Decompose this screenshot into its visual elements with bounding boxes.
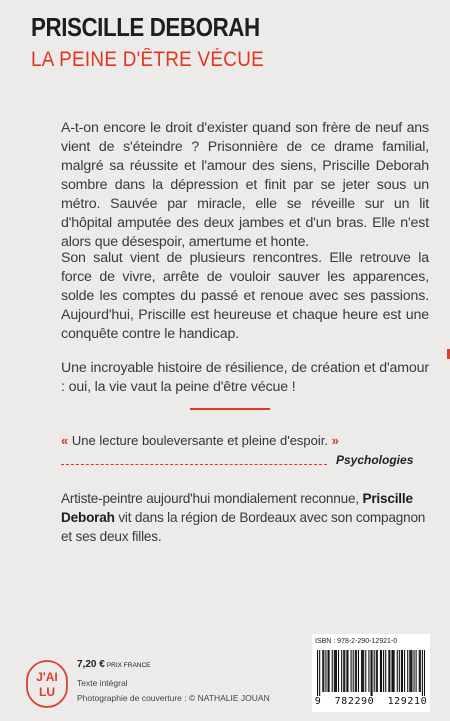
barcode-bar xyxy=(383,650,384,692)
barcode-bar xyxy=(397,650,398,692)
barcode-bar xyxy=(356,650,357,692)
barcode-bar xyxy=(336,650,337,692)
barcode-bar xyxy=(323,650,324,692)
barcode-bar xyxy=(322,650,323,692)
barcode-bar xyxy=(319,650,320,696)
text-type: Texte intégral xyxy=(77,678,128,688)
review-source: Psychologies xyxy=(336,453,414,467)
barcode-bar xyxy=(413,650,414,692)
barcode-bar xyxy=(402,650,403,692)
barcode-bar xyxy=(401,650,402,692)
barcode-bar xyxy=(424,650,425,696)
author-bio-tail: vit dans la région de Bordeaux avec son compagnon et ses deux filles. xyxy=(61,510,426,544)
quote-open-mark: « xyxy=(61,433,69,448)
barcode-panel xyxy=(312,634,430,712)
barcode-bar xyxy=(377,650,378,692)
blurb-paragraph-2: Son salut vient de plusieurs rencontres. Elle retrouve la force de vivre, arrête de vouloir sauver les apparences, solde les comptes du passé et renoue avec ses passions. Aujourd'hui, Priscille est heureuse et chaque heure est une conquête contre le handicap. xyxy=(61,250,429,342)
barcode-bar xyxy=(420,650,421,692)
barcode-bar xyxy=(389,650,390,692)
barcode-bar xyxy=(334,650,335,692)
barcode-bar xyxy=(422,650,423,696)
barcode-bar xyxy=(361,650,362,692)
barcode-bar xyxy=(346,650,347,692)
barcode-bar xyxy=(380,650,381,692)
logo-line-2: LU xyxy=(39,685,55,699)
barcode-bar xyxy=(347,650,348,692)
barcode-bar xyxy=(365,650,366,692)
barcode-bar xyxy=(344,650,345,692)
section-divider xyxy=(190,408,270,410)
barcode-bar xyxy=(363,650,364,692)
author-bio-lead: Artiste-peintre aujourd'hui mondialement reconnue, xyxy=(61,491,363,506)
barcode-bar xyxy=(355,650,356,692)
barcode-bar xyxy=(370,650,371,696)
barcode-bar xyxy=(385,650,386,692)
barcode-icon xyxy=(317,650,425,696)
barcode-bar xyxy=(404,650,405,692)
barcode-bar xyxy=(409,650,410,692)
barcode-bar xyxy=(393,650,394,692)
book-author: PRISCILLE DEBORAH xyxy=(31,12,260,42)
blurb-paragraph-1: A-t-on encore le droit d'exister quand son frère de neuf ans vient de s'éteindre ? Prisonnière de ce drame familial, malgré sa réussite et l'amour des siens, Priscille Deborah sombre dans la dépression et finit par se jeter sous un métro. Sauvée par miracle, elle se réveille sur un lit d'hôpital amputée des deux jambes et d'un bras. Elle n'est alors que désespoir, amertume et honte. xyxy=(61,120,429,250)
isbn-label: ISBN : 978-2-290-12921-0 xyxy=(315,638,398,645)
barcode-bar xyxy=(335,650,336,692)
price xyxy=(77,659,151,670)
barcode-bar xyxy=(351,650,352,692)
price-value: 7,20 € xyxy=(77,659,105,670)
review-quote xyxy=(61,433,339,448)
barcode-bar xyxy=(317,650,318,696)
barcode-bar xyxy=(416,650,417,692)
barcode-bar xyxy=(399,650,400,692)
barcode-bar xyxy=(338,650,339,692)
review-quote-text: Une lecture bouleversante et pleine d'espoir. xyxy=(71,433,329,448)
review-dotted-rule xyxy=(61,464,327,465)
barcode-bar xyxy=(368,650,369,692)
jai-lu-logo xyxy=(26,660,68,708)
barcode-bar xyxy=(329,650,330,692)
price-label: PRIX FRANCE xyxy=(106,662,151,669)
barcode-bar xyxy=(353,650,354,692)
blurb-paragraph-3: Une incroyable histoire de résilience, de création et d'amour : oui, la vie vaut la peine d'être vécue ! xyxy=(61,360,429,395)
ean-right-digits: 129210 xyxy=(387,696,428,707)
barcode-bar xyxy=(391,650,392,692)
ean-left-digits: 782290 xyxy=(334,696,375,707)
barcode-bar xyxy=(376,650,377,692)
book-title: LA PEINE D'ÊTRE VÉCUE xyxy=(31,48,265,71)
barcode-bar xyxy=(332,650,333,692)
ean-digits xyxy=(312,696,430,707)
barcode-bar xyxy=(407,650,408,692)
barcode-bar xyxy=(358,650,359,692)
barcode-bar xyxy=(362,650,363,692)
barcode-bar xyxy=(343,650,344,692)
barcode-bar xyxy=(374,650,375,692)
barcode-bar xyxy=(372,650,373,696)
barcode-bar xyxy=(419,650,420,692)
photo-credit: Photographie de couverture : © NATHALIE JOUAN xyxy=(77,693,270,703)
barcode-bar xyxy=(381,650,382,692)
quote-close-mark: » xyxy=(331,433,339,448)
barcode-bar xyxy=(388,650,389,692)
author-bio xyxy=(61,489,429,546)
barcode-bar xyxy=(325,650,326,692)
barcode-bar xyxy=(394,650,395,692)
logo-line-1: J'AI xyxy=(36,670,58,684)
barcode-bar xyxy=(410,650,411,692)
ean-first-digit: 9 xyxy=(314,696,322,707)
author-bio-name: Priscille Deborah xyxy=(61,491,413,525)
barcode-bar xyxy=(327,650,328,692)
barcode-bar xyxy=(341,650,342,692)
barcode-bar xyxy=(411,650,412,692)
